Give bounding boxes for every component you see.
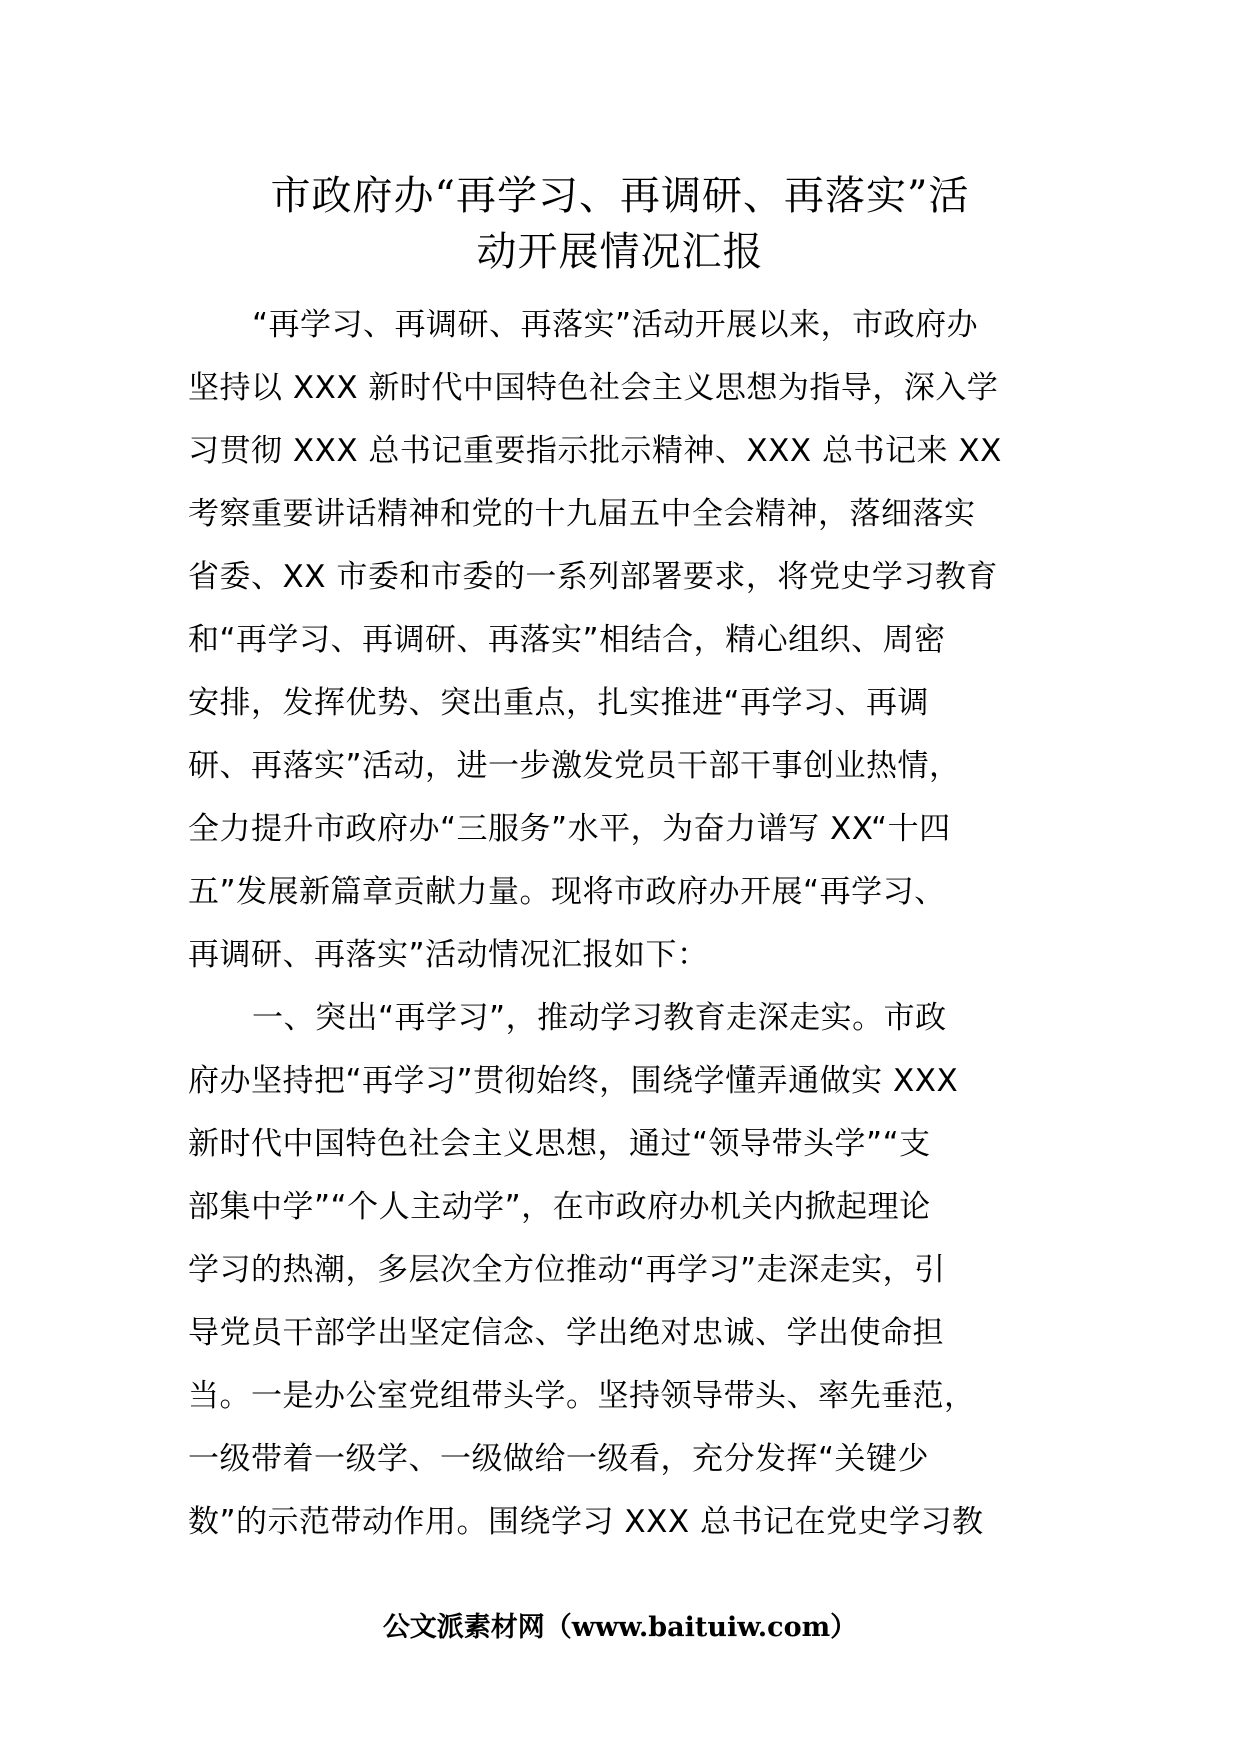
paragraph-line: 研、再落实”活动，进一步激发党员干部干事创业热情， xyxy=(188,748,961,784)
paragraph-line: 和“再学习、再调研、再落实”相结合，精心组织、周密 xyxy=(188,622,946,658)
title-line: 市政府办“再学习、再调研、再落实”活 xyxy=(270,173,970,219)
paragraph-line: 一、突出“再学习”，推动学习教育走深走实。市政 xyxy=(252,1000,947,1036)
document-title xyxy=(150,168,1090,280)
paragraph-line: 省委、XX 市委和市委的一系列部署要求，将党史学习教育 xyxy=(188,559,998,595)
paragraph-line: 数”的示范带动作用。围绕学习 XXX 总书记在党史学习教 xyxy=(188,1504,984,1540)
paragraph-line: “再学习、再调研、再落实”活动开展以来，市政府办 xyxy=(252,307,979,343)
document-body xyxy=(188,294,1058,1554)
page-footer: 公文派素材网（www.baituiw.com） xyxy=(382,1612,858,1643)
paragraph-line: 习贯彻 XXX 总书记重要指示批示精神、XXX 总书记来 XX xyxy=(188,433,1002,469)
paragraph-line: 五”发展新篇章贡献力量。现将市政府办开展“再学习、 xyxy=(188,874,946,910)
paragraph-line: 一级带着一级学、一级做给一级看，充分发挥“关键少 xyxy=(188,1441,930,1477)
paragraph-line: 学习的热潮，多层次全方位推动“再学习”走深走实，引 xyxy=(188,1252,946,1288)
paragraph-line: 考察重要讲话精神和党的十九届五中全会精神，落细落实 xyxy=(188,496,976,532)
paragraph-line: 全力提升市政府办“三服务”水平，为奋力谱写 XX“十四 xyxy=(188,811,951,847)
paragraph-line: 当。一是办公室党组带头学。坚持领导带头、率先垂范， xyxy=(188,1378,976,1414)
title-line: 动开展情况汇报 xyxy=(476,229,764,275)
paragraph-line: 安排，发挥优势、突出重点，扎实推进“再学习、再调 xyxy=(188,685,930,721)
paragraph-line: 导党员干部学出坚定信念、学出绝对忠诚、学出使命担 xyxy=(188,1315,944,1351)
paragraph-line: 部集中学”“个人主动学”，在市政府办机关内掀起理论 xyxy=(188,1189,931,1225)
paragraph-line: 府办坚持把“再学习”贯彻始终，围绕学懂弄通做实 XXX xyxy=(188,1063,959,1099)
paragraph-line: 坚持以 XXX 新时代中国特色社会主义思想为指导，深入学 xyxy=(188,370,999,406)
paragraph-line: 再调研、再落实”活动情况汇报如下： xyxy=(188,937,709,973)
paragraph-line: 新时代中国特色社会主义思想，通过“领导带头学”“支 xyxy=(188,1126,931,1162)
